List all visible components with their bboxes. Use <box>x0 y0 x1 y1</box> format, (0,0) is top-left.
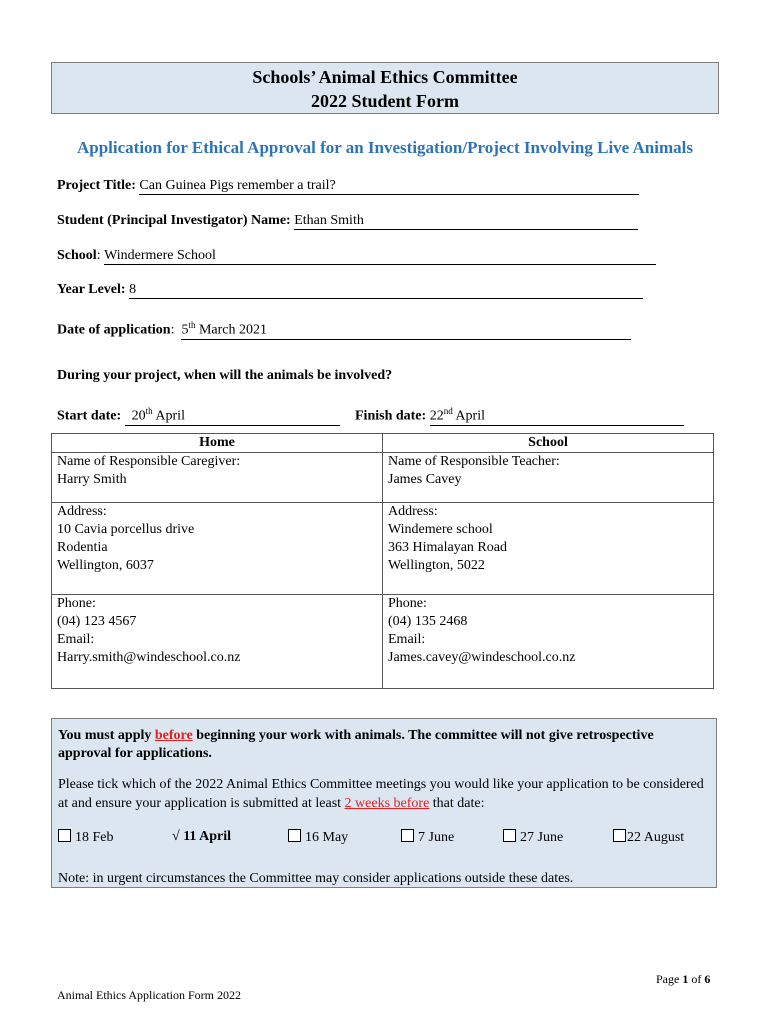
project-title-value[interactable]: Can Guinea Pigs remember a trail? <box>139 178 639 195</box>
checkbox-icon[interactable] <box>58 829 71 842</box>
student-name-label: Student (Principal Investigator) Name <box>57 213 287 228</box>
home-caregiver-cell[interactable]: Name of Responsible Caregiver: Harry Smith <box>52 453 383 503</box>
checkmark-icon: √ <box>172 829 180 844</box>
meeting-option-18-feb[interactable]: 18 Feb <box>58 829 114 846</box>
student-name-value[interactable]: Ethan Smith <box>294 213 638 230</box>
project-title-field <box>57 178 639 195</box>
involvement-question: During your project, when will the animals be involved? <box>57 368 393 383</box>
checkbox-icon[interactable] <box>503 829 516 842</box>
application-date-label: Date of application <box>57 322 171 338</box>
footer-form-name: Animal Ethics Application Form 2022 <box>57 988 241 1002</box>
meeting-notice-box <box>51 718 717 888</box>
checkbox-icon[interactable] <box>288 829 301 842</box>
home-column-header: Home <box>52 434 383 453</box>
home-address-cell[interactable]: Address: 10 Cavia porcellus drive Rodentia Wellington, 6037 <box>52 503 383 595</box>
student-name-field: Student (Principal Investigator) Name: Ethan Smith <box>57 213 638 230</box>
school-value[interactable]: Windermere School <box>104 248 656 265</box>
year-level-value[interactable]: 8 <box>129 282 643 299</box>
contacts-table <box>51 433 714 689</box>
school-teacher-cell[interactable]: Name of Responsible Teacher: James Cavey <box>383 453 714 503</box>
urgent-note: Note: in urgent circumstances the Committee may consider applications outside these dates. <box>58 871 574 886</box>
checkbox-icon[interactable] <box>613 829 626 842</box>
application-date-value[interactable]: 5th March 2021 <box>181 317 631 340</box>
meeting-option-22-august[interactable]: 22 August <box>613 829 684 846</box>
finish-date-field <box>355 403 684 426</box>
meeting-option-16-may[interactable]: 16 May <box>288 829 348 846</box>
meeting-option-7-june[interactable]: 7 June <box>401 829 454 846</box>
home-contact-cell[interactable]: Phone: (04) 123 4567 Email: Harry.smith@windeschool.co.nz <box>52 595 383 689</box>
application-heading: Application for Ethical Approval for an Investigation/Project Involving Live Animals <box>77 138 693 157</box>
school-address-cell[interactable]: Address: Windemere school 363 Himalayan Road Wellington, 5022 <box>383 503 714 595</box>
form-title-box <box>51 62 719 114</box>
finish-date-label: Finish date: <box>355 408 427 424</box>
finish-date-value[interactable]: 22nd April <box>430 403 684 426</box>
meeting-option-27-june[interactable]: 27 June <box>503 829 563 846</box>
retrospective-warning: You must apply before beginning your work with animals. The committee will not give retrospective approval for applications. <box>58 728 654 761</box>
year-level-label: Year Level: <box>57 282 126 297</box>
start-date-label: Start date: <box>57 408 122 424</box>
school-contact-cell[interactable]: Phone: (04) 135 2468 Email: James.cavey@windeschool.co.nz <box>383 595 714 689</box>
project-title-label: Project Title: <box>57 178 136 193</box>
form-subtitle-year: 2022 Student Form <box>311 91 459 111</box>
tick-instructions: Please tick which of the 2022 Animal Ethics Committee meetings you would like your application to be considered at and ensure your application is submitted at least 2 weeks before that date: <box>58 777 704 811</box>
form-title: Schools’ Animal Ethics Committee <box>252 67 518 87</box>
school-label: School <box>57 248 97 263</box>
start-date-value[interactable]: 20th April <box>125 403 340 426</box>
school-field: School: Windermere School <box>57 248 656 265</box>
page-number: Page 1 of 6 <box>656 972 711 986</box>
school-column-header: School <box>383 434 714 453</box>
meeting-option-11-april[interactable]: √ 11 April <box>172 829 232 844</box>
checkbox-icon[interactable] <box>401 829 414 842</box>
year-level-field <box>57 282 643 299</box>
application-date-field: Date of application: 5th March 2021 <box>57 317 631 340</box>
start-date-field <box>57 403 340 426</box>
